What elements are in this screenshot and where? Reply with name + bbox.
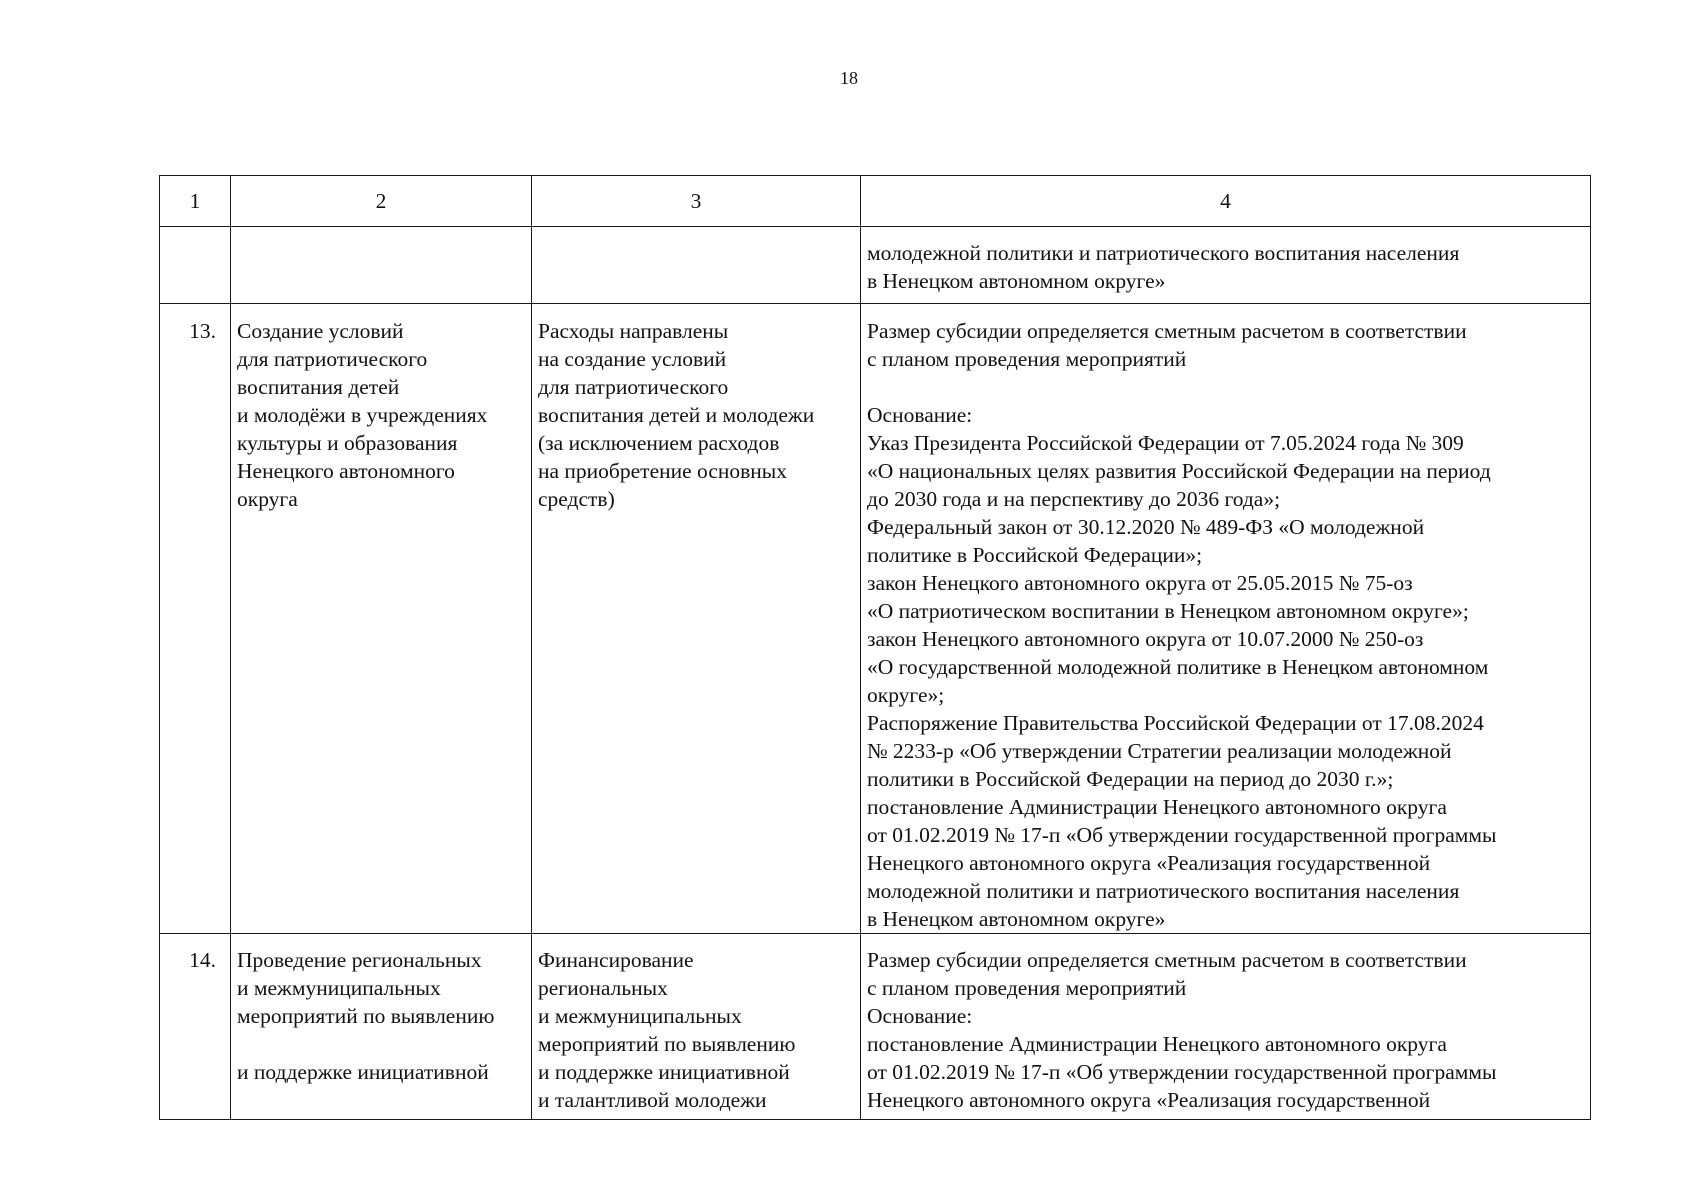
table-header-row [160, 176, 1591, 227]
purpose-line: и талантливой молодежи [538, 1088, 767, 1112]
purpose-line: Расходы направлены [538, 319, 729, 343]
header-cell-2: 2 [231, 176, 532, 227]
basis-line: Ненецкого автономного округа «Реализация государственной [867, 851, 1431, 875]
basis-line: закон Ненецкого автономного округа от 10.07.2000 № 250-оз [867, 627, 1424, 651]
basis-line: в Ненецком автономном округе» [867, 907, 1166, 931]
basis-line: от 01.02.2019 № 17-п «Об утверждении государственной программы [867, 823, 1497, 847]
name-cell [231, 304, 532, 934]
purpose-line: мероприятий по выявлению [538, 1032, 796, 1056]
basis-line: Размер субсидии определяется сметным расчетом в соответствии [867, 948, 1467, 972]
name-line: Ненецкого автономного [237, 459, 455, 483]
name-line: для патриотического [237, 347, 428, 371]
basis-line: Размер субсидии определяется сметным расчетом в соответствии [867, 319, 1467, 343]
table-row-continuation [160, 227, 1591, 304]
purpose-line: на приобретение основных [538, 459, 787, 483]
purpose-line: (за исключением расходов [538, 431, 780, 455]
purpose-line: региональных [538, 976, 668, 1000]
name-cell [231, 934, 532, 1120]
row-number-cell [160, 227, 231, 304]
name-line: Проведение региональных [237, 948, 482, 972]
basis-line: закон Ненецкого автономного округа от 25.05.2015 № 75-оз [867, 571, 1413, 595]
name-line: Создание условий [237, 319, 404, 343]
basis-cell [861, 304, 1591, 934]
basis-line: Федеральный закон от 30.12.2020 № 489-ФЗ «О молодежной [867, 515, 1425, 539]
table-row-14 [160, 934, 1591, 1120]
purpose-line: Финансирование [538, 948, 694, 972]
basis-line: Распоряжение Правительства Российской Федерации от 17.08.2024 [867, 711, 1484, 735]
paragraph-gap [867, 373, 1584, 401]
basis-line: политики в Российской Федерации на период до 2030 г.»; [867, 767, 1394, 791]
basis-line: Указ Президента Российской Федерации от 7.05.2024 года № 309 [867, 431, 1464, 455]
basis-line: «О государственной молодежной политике в Ненецком автономном [867, 655, 1489, 679]
basis-line: с планом проведения мероприятий [867, 347, 1187, 371]
purpose-cell [532, 304, 861, 934]
purpose-line: воспитания детей и молодежи [538, 403, 815, 427]
basis-line: Ненецкого автономного округа «Реализация государственной [867, 1088, 1431, 1112]
basis-line: молодежной политики и патриотического воспитания населения [867, 241, 1460, 265]
header-cell-1: 1 [160, 176, 231, 227]
basis-cell [861, 227, 1591, 304]
purpose-cell [532, 934, 861, 1120]
name-line: мероприятий по выявлению [237, 1004, 495, 1028]
basis-line: с планом проведения мероприятий [867, 976, 1187, 1000]
subsidy-table [159, 175, 1591, 1120]
purpose-line: и поддержке инициативной [538, 1060, 790, 1084]
name-line: культуры и образования [237, 431, 458, 455]
purpose-line: средств) [538, 487, 615, 511]
basis-line: «О национальных целях развития Российской Федерации на период [867, 459, 1491, 483]
basis-cell [861, 934, 1591, 1120]
basis-line: Основание: [867, 403, 973, 427]
basis-line: постановление Администрации Ненецкого автономного округа [867, 795, 1447, 819]
purpose-line: на создание условий [538, 347, 727, 371]
basis-line: Основание: [867, 1004, 973, 1028]
basis-line: политике в Российской Федерации»; [867, 543, 1203, 567]
purpose-cell [532, 227, 861, 304]
basis-line: в Ненецком автономном округе» [867, 269, 1166, 293]
basis-line: «О патриотическом воспитании в Ненецком автономном округе»; [867, 599, 1469, 623]
name-line: и поддержке инициативной [237, 1060, 489, 1084]
header-cell-3: 3 [532, 176, 861, 227]
name-line: воспитания детей [237, 375, 400, 399]
basis-line: постановление Администрации Ненецкого автономного округа [867, 1032, 1447, 1056]
basis-line: округе»; [867, 683, 945, 707]
name-cell [231, 227, 532, 304]
basis-line: молодежной политики и патриотического воспитания населения [867, 879, 1460, 903]
basis-line: от 01.02.2019 № 17-п «Об утверждении государственной программы [867, 1060, 1497, 1084]
name-line: и молодёжи в учреждениях [237, 403, 488, 427]
row-number-cell: 14. [160, 934, 231, 1120]
name-line: округа [237, 487, 298, 511]
basis-line: до 2030 года и на перспективу до 2036 года»; [867, 487, 1281, 511]
name-line: и межмуниципальных [237, 976, 441, 1000]
paragraph-gap [237, 1030, 525, 1058]
header-cell-4: 4 [861, 176, 1591, 227]
row-number-cell: 13. [160, 304, 231, 934]
purpose-line: для патриотического [538, 375, 729, 399]
page-number: 18 [840, 68, 858, 88]
purpose-line: и межмуниципальных [538, 1004, 742, 1028]
basis-line: № 2233-р «Об утверждении Стратегии реализации молодежной [867, 739, 1452, 763]
table-row-13 [160, 304, 1591, 934]
